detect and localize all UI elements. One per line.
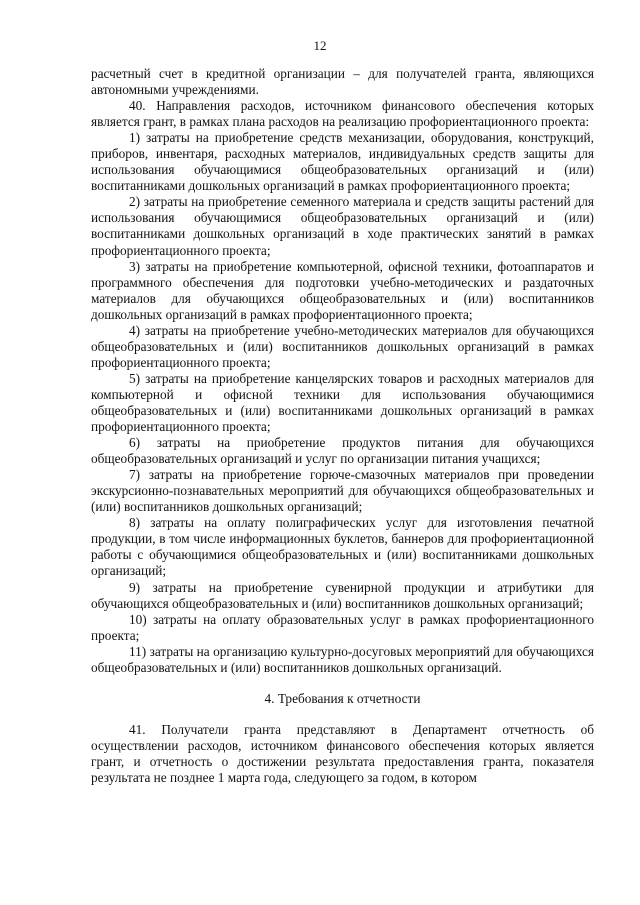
list-item: 4) затраты на приобретение учебно-методических материалов для обучающихся общеобразовательных и (или) воспитанников дошкольных организаций в рамках профориентационного проекта;: [91, 322, 594, 370]
paragraph-item-41: 41. Получатели гранта представляют в Департамент отчетность об осуществлении расходов, источником финансового обеспечения которых является грант, и отчетность о достижении результата предоставления гранта, показателя результата не позднее 1 марта года, следующего за годом, в котором: [91, 721, 594, 785]
list-item: 11) затраты на организацию культурно-досуговых мероприятий для обучающихся общеобразовательных и (или) воспитанников дошкольных организаций.: [91, 643, 594, 675]
list-item: 10) затраты на оплату образовательных услуг в рамках профориентационного проекта;: [91, 611, 594, 643]
list-item: 2) затраты на приобретение семенного материала и средств защиты растений для использования обучающимися общеобразовательных организаций и (или) воспитанниками дошкольных организаций в ходе практических занятий в рамках профориентационного проекта;: [91, 194, 594, 258]
list-item: 5) затраты на приобретение канцелярских товаров и расходных материалов для компьютерной и офисной техники для использования обучающимися общеобразовательных и (или) воспитанниками дошкольных организаций в рамках профориентационного проекта;: [91, 370, 594, 435]
list-item: 3) затраты на приобретение компьютерной, офисной техники, фотоаппаратов и программного обеспечения для подготовки учебно-методических и раздаточных материалов для обучающихся общеобразовательных и (или) воспитанников дошкольных организаций в рамках профориентационного проекта;: [91, 258, 594, 322]
paragraph: расчетный счет в кредитной организации – для получателей гранта, являющихся автономными учреждениями.: [91, 66, 594, 98]
document-body: [91, 66, 594, 786]
list-item: 7) затраты на приобретение горюче-смазочных материалов при проведении экскурсионно-познавательных мероприятий для обучающихся общеобразовательных и (или) воспитанников дошкольных организаций;: [91, 467, 594, 515]
page-number: 12: [313, 38, 327, 53]
list-item: 9) затраты на приобретение сувенирной продукции и атрибутики для обучающихся общеобразовательных и (или) воспитанников дошкольных организаций;: [91, 579, 594, 611]
list-item: 1) затраты на приобретение средств механизации, оборудования, конструкций, приборов, инвентаря, расходных материалов, индивидуальных средств защиты для использования обучающимися общеобразовательных организаций и (или) воспитанниками дошкольных организаций в рамках профориентационного проекта;: [91, 130, 594, 194]
section-heading: 4. Требования к отчетности: [264, 690, 421, 706]
list-item: 8) затраты на оплату полиграфических услуг для изготовления печатной продукции, в том числе информационных буклетов, баннеров для профориентационной работы с обучающимися общеобразовательных и (или) воспитанниками дошкольных организаций;: [91, 515, 594, 579]
paragraph-item-40: 40. Направления расходов, источником финансового обеспечения которых является грант, в рамках плана расходов на реализацию профориентационного проекта:: [91, 98, 594, 130]
list-item: 6) затраты на приобретение продуктов питания для обучающихся общеобразовательных организаций и услуг по организации питания учащихся;: [91, 435, 594, 467]
